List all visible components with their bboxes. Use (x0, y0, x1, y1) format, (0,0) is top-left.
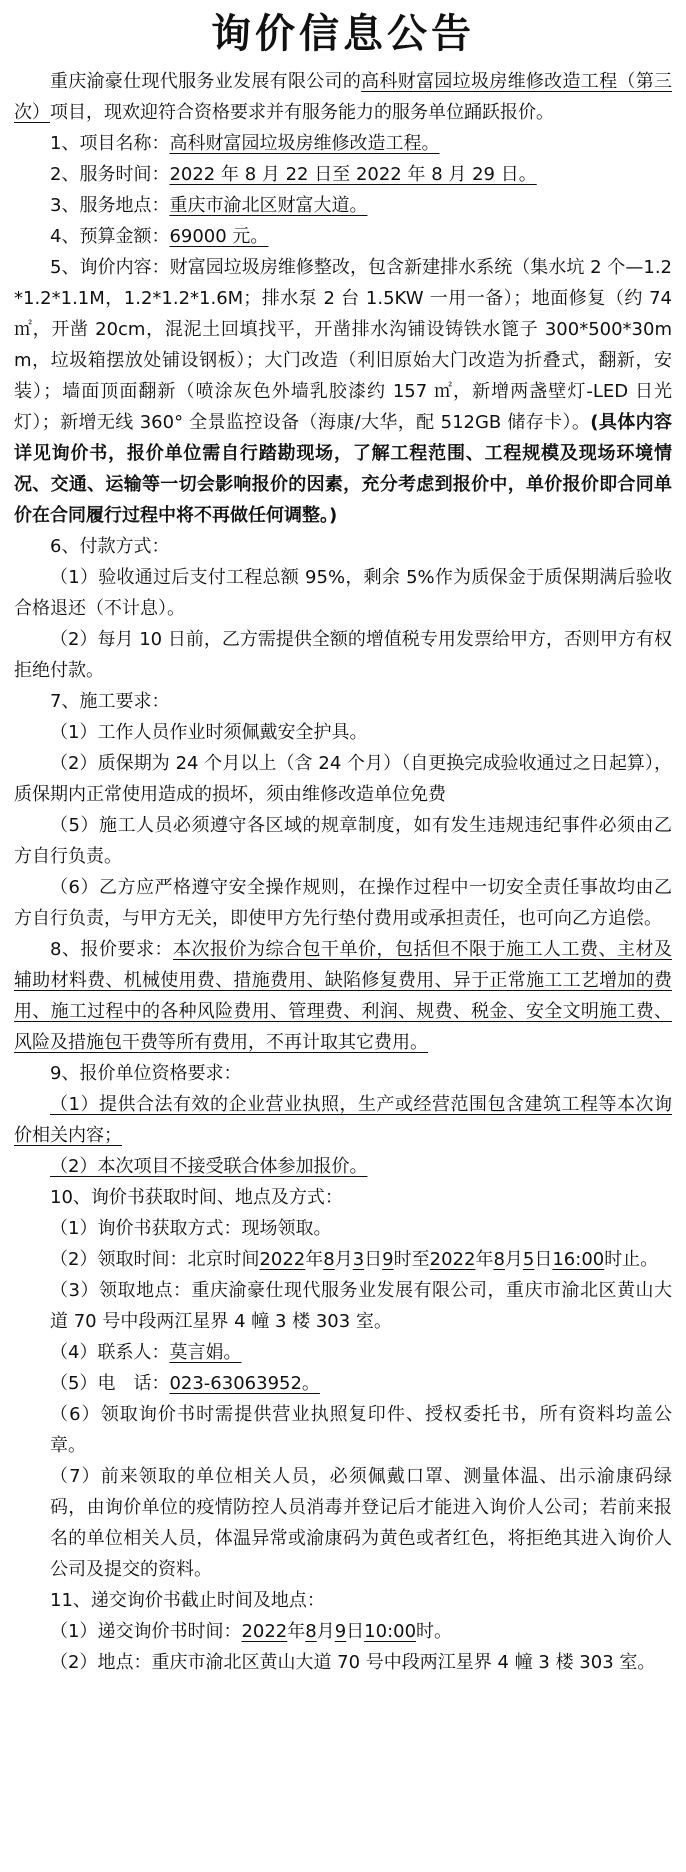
obtain-clause-1: （1）询价书获取方式：现场领取。 (50, 1218, 332, 1239)
section-heading-qualification: 9、报价单位资格要求： (50, 1063, 242, 1084)
item-value: 69000 元。 (169, 226, 269, 247)
submit-clause-2: （2）地点：重庆市渝北区黄山大道 70 号中段两江星界 4 幢 3 楼 303 室。 (50, 1652, 656, 1673)
obtain-clause-5 (14, 1368, 672, 1399)
unit-day: 日 (534, 1249, 553, 1270)
intro-prefix: 重庆渝豪仕现代服务业发展有限公司的 (50, 71, 362, 92)
payment-clause-2: （2）每月 10 日前，乙方需提供全额的增值税专用发票给甲方，否则甲方有权拒绝付款。 (14, 629, 672, 681)
section-heading-obtain: 10、询价书获取时间、地点及方式： (50, 1187, 343, 1208)
obtain-start-year: 2022 (259, 1249, 306, 1270)
unit-year: 年 (305, 1249, 324, 1270)
item-bold-note: (具体内容详见询价书，报价单位需自行踏勘现场，了解工程范围、工程规模及现场环境情况、交通、运输等一切会影响报价的因素，充分考虑到报价中，单价报价即合同单价在合同履行过程中将不再做任何调整。) (14, 412, 672, 526)
intro-suffix: 项目，现欢迎符合资格要求并有服务能力的服务单位踊跃报价。 (50, 102, 554, 123)
item-value: 高科财富园垃圾房维修改造工程。 (169, 133, 440, 154)
contact-label: （4）联系人： (50, 1342, 170, 1363)
quote-heading: 8、报价要求： (50, 939, 173, 960)
item-label: 3、服务地点： (50, 195, 170, 216)
obtain-clause-2 (14, 1244, 672, 1275)
item-value: 财富园垃圾房维修整改，包含新建排水系统（集水坑 2 个—1.2*1.2*1.1M，1.2*1.2*1.6M；排水泵 2 台 1.5KW 一用一备）；地面修复（约 74 ㎡，开凿 20cm，混泥土回填找平，开凿排水沟铺设铸铁水篦子 300*500*30mm，垃圾箱摆放处铺设钢板）；大门改造（利旧原始大门改造为折叠式，翻新，安装）；墙面顶面翻新（喷涂灰色外墙乳胶漆约 157 ㎡，新增两盏壁灯-LED 日光灯）；新增无线 360° 全景监控设备（海康/大华，配 512GB 储存卡）。 (14, 257, 672, 433)
qualification-clause-1 (14, 1089, 672, 1151)
item-budget (14, 221, 672, 252)
unit-day: 日 (346, 1621, 365, 1642)
project-name-underlined: 高科财富园垃圾房维修改造工程（第三次） (14, 71, 673, 123)
item-project-name (14, 128, 672, 159)
unit-month: 月 (334, 1249, 353, 1270)
unit-hour-end: 时。 (416, 1621, 453, 1642)
obtain-clause-3: （3）领取地点：重庆渝豪仕现代服务业发展有限公司，重庆市渝北区黄山大道 70 号中段两江星界 4 幢 3 楼 303 室。 (50, 1280, 672, 1332)
phone-number: 023-63063952。 (169, 1373, 320, 1394)
submit-time-prefix: （1）递交询价书时间： (50, 1621, 242, 1642)
quote-text: 本次报价为综合包干单价，包括但不限于施工人工费、主材及辅助材料费、机械使用费、措施费用、缺陷修复费用、异于正常施工工艺增加的费用、施工过程中的各种风险费用、管理费、利润、规费、税金、安全文明施工费、风险及措施包干费等所有费用，不再计取其它费用。 (14, 939, 673, 1053)
qualification-text: （1）提供合法有效的企业营业执照，生产或经营范围包含建筑工程等本次询价相关内容； (14, 1094, 672, 1146)
submit-day: 9 (334, 1621, 347, 1642)
obtain-end-month: 8 (493, 1249, 505, 1270)
unit-year: 年 (475, 1249, 494, 1270)
submit-year: 2022 (241, 1621, 288, 1642)
unit-month: 月 (504, 1249, 523, 1270)
contact-name: 莫言娟。 (169, 1342, 242, 1363)
page-title: 询价信息公告 (211, 11, 475, 57)
unit-month: 月 (316, 1621, 335, 1642)
item-label: 4、预算金额： (50, 226, 170, 247)
obtain-start-day: 3 (352, 1249, 365, 1270)
obtain-end-year: 2022 (429, 1249, 476, 1270)
unit-hour-end: 时止。 (604, 1249, 659, 1270)
quote-requirement (14, 934, 672, 1058)
obtain-end-hour: 16:00 (552, 1249, 605, 1270)
obtain-time-prefix: （2）领取时间：北京时间 (50, 1249, 260, 1270)
unit-year: 年 (287, 1621, 306, 1642)
section-heading-submit: 11、递交询价书截止时间及地点： (50, 1590, 325, 1611)
construction-clause-5: （5）施工人员必须遵守各区域的规章制度，如有发生违规违纪事件必须由乙方自行负责。 (14, 815, 672, 867)
obtain-start-month: 8 (323, 1249, 335, 1270)
construction-clause-6: （6）乙方应严格遵守安全操作规则，在操作过程中一切安全责任事故均由乙方自行负责，与甲方无关，即使甲方先行垫付费用或承担责任，也可向乙方追偿。 (14, 877, 672, 929)
obtain-start-hour: 9 (382, 1249, 394, 1270)
item-inquiry-content (14, 252, 672, 531)
unit-hour-to: 时至 (393, 1249, 430, 1270)
obtain-clause-7: （7）前来领取的单位相关人员，必须佩戴口罩、测量体温、出示渝康码绿码，由询价单位的疫情防控人员消毒并登记后才能进入询价人公司；若前来报名的单位相关人员，体温异常或渝康码为黄色或者红色，将拒绝其进入询价人公司及提交的资料。 (50, 1466, 672, 1580)
obtain-clause-6: （6）领取询价书时需提供营业执照复印件、授权委托书，所有资料均盖公章。 (50, 1404, 672, 1456)
item-value: 重庆市渝北区财富大道。 (169, 195, 368, 216)
construction-clause-1: （1）工作人员作业时须佩戴安全护具。 (50, 722, 368, 743)
construction-clause-2: （2）质保期为 24 个月以上（含 24 个月）（自更换完成验收通过之日起算），质保期内正常使用造成的损坏，须由维修改造单位免费 (14, 753, 672, 805)
submit-hour: 10:00 (364, 1621, 417, 1642)
section-heading-payment: 6、付款方式： (50, 536, 170, 557)
submit-clause-1 (14, 1616, 672, 1647)
item-label: 2、服务时间： (50, 164, 170, 185)
obtain-clause-4 (14, 1337, 672, 1368)
item-service-time (14, 159, 672, 190)
submit-month: 8 (305, 1621, 317, 1642)
intro-paragraph (14, 66, 672, 128)
item-label: 1、项目名称： (50, 133, 170, 154)
unit-day: 日 (364, 1249, 383, 1270)
item-value: 2022 年 8 月 22 日至 2022 年 8 月 29 日。 (169, 164, 537, 185)
qualification-clause-2 (14, 1151, 672, 1182)
section-heading-construction: 7、施工要求： (50, 691, 170, 712)
phone-label: （5）电 话： (50, 1373, 170, 1394)
item-label: 5、询价内容： (50, 257, 170, 278)
obtain-end-day: 5 (522, 1249, 535, 1270)
item-service-place (14, 190, 672, 221)
payment-clause-1: （1）验收通过后支付工程总额 95%，剩余 5%作为质保金于质保期满后验收合格退还（不计息）。 (14, 567, 672, 619)
qualification-text: （2）本次项目不接受联合体参加报价。 (50, 1156, 368, 1177)
